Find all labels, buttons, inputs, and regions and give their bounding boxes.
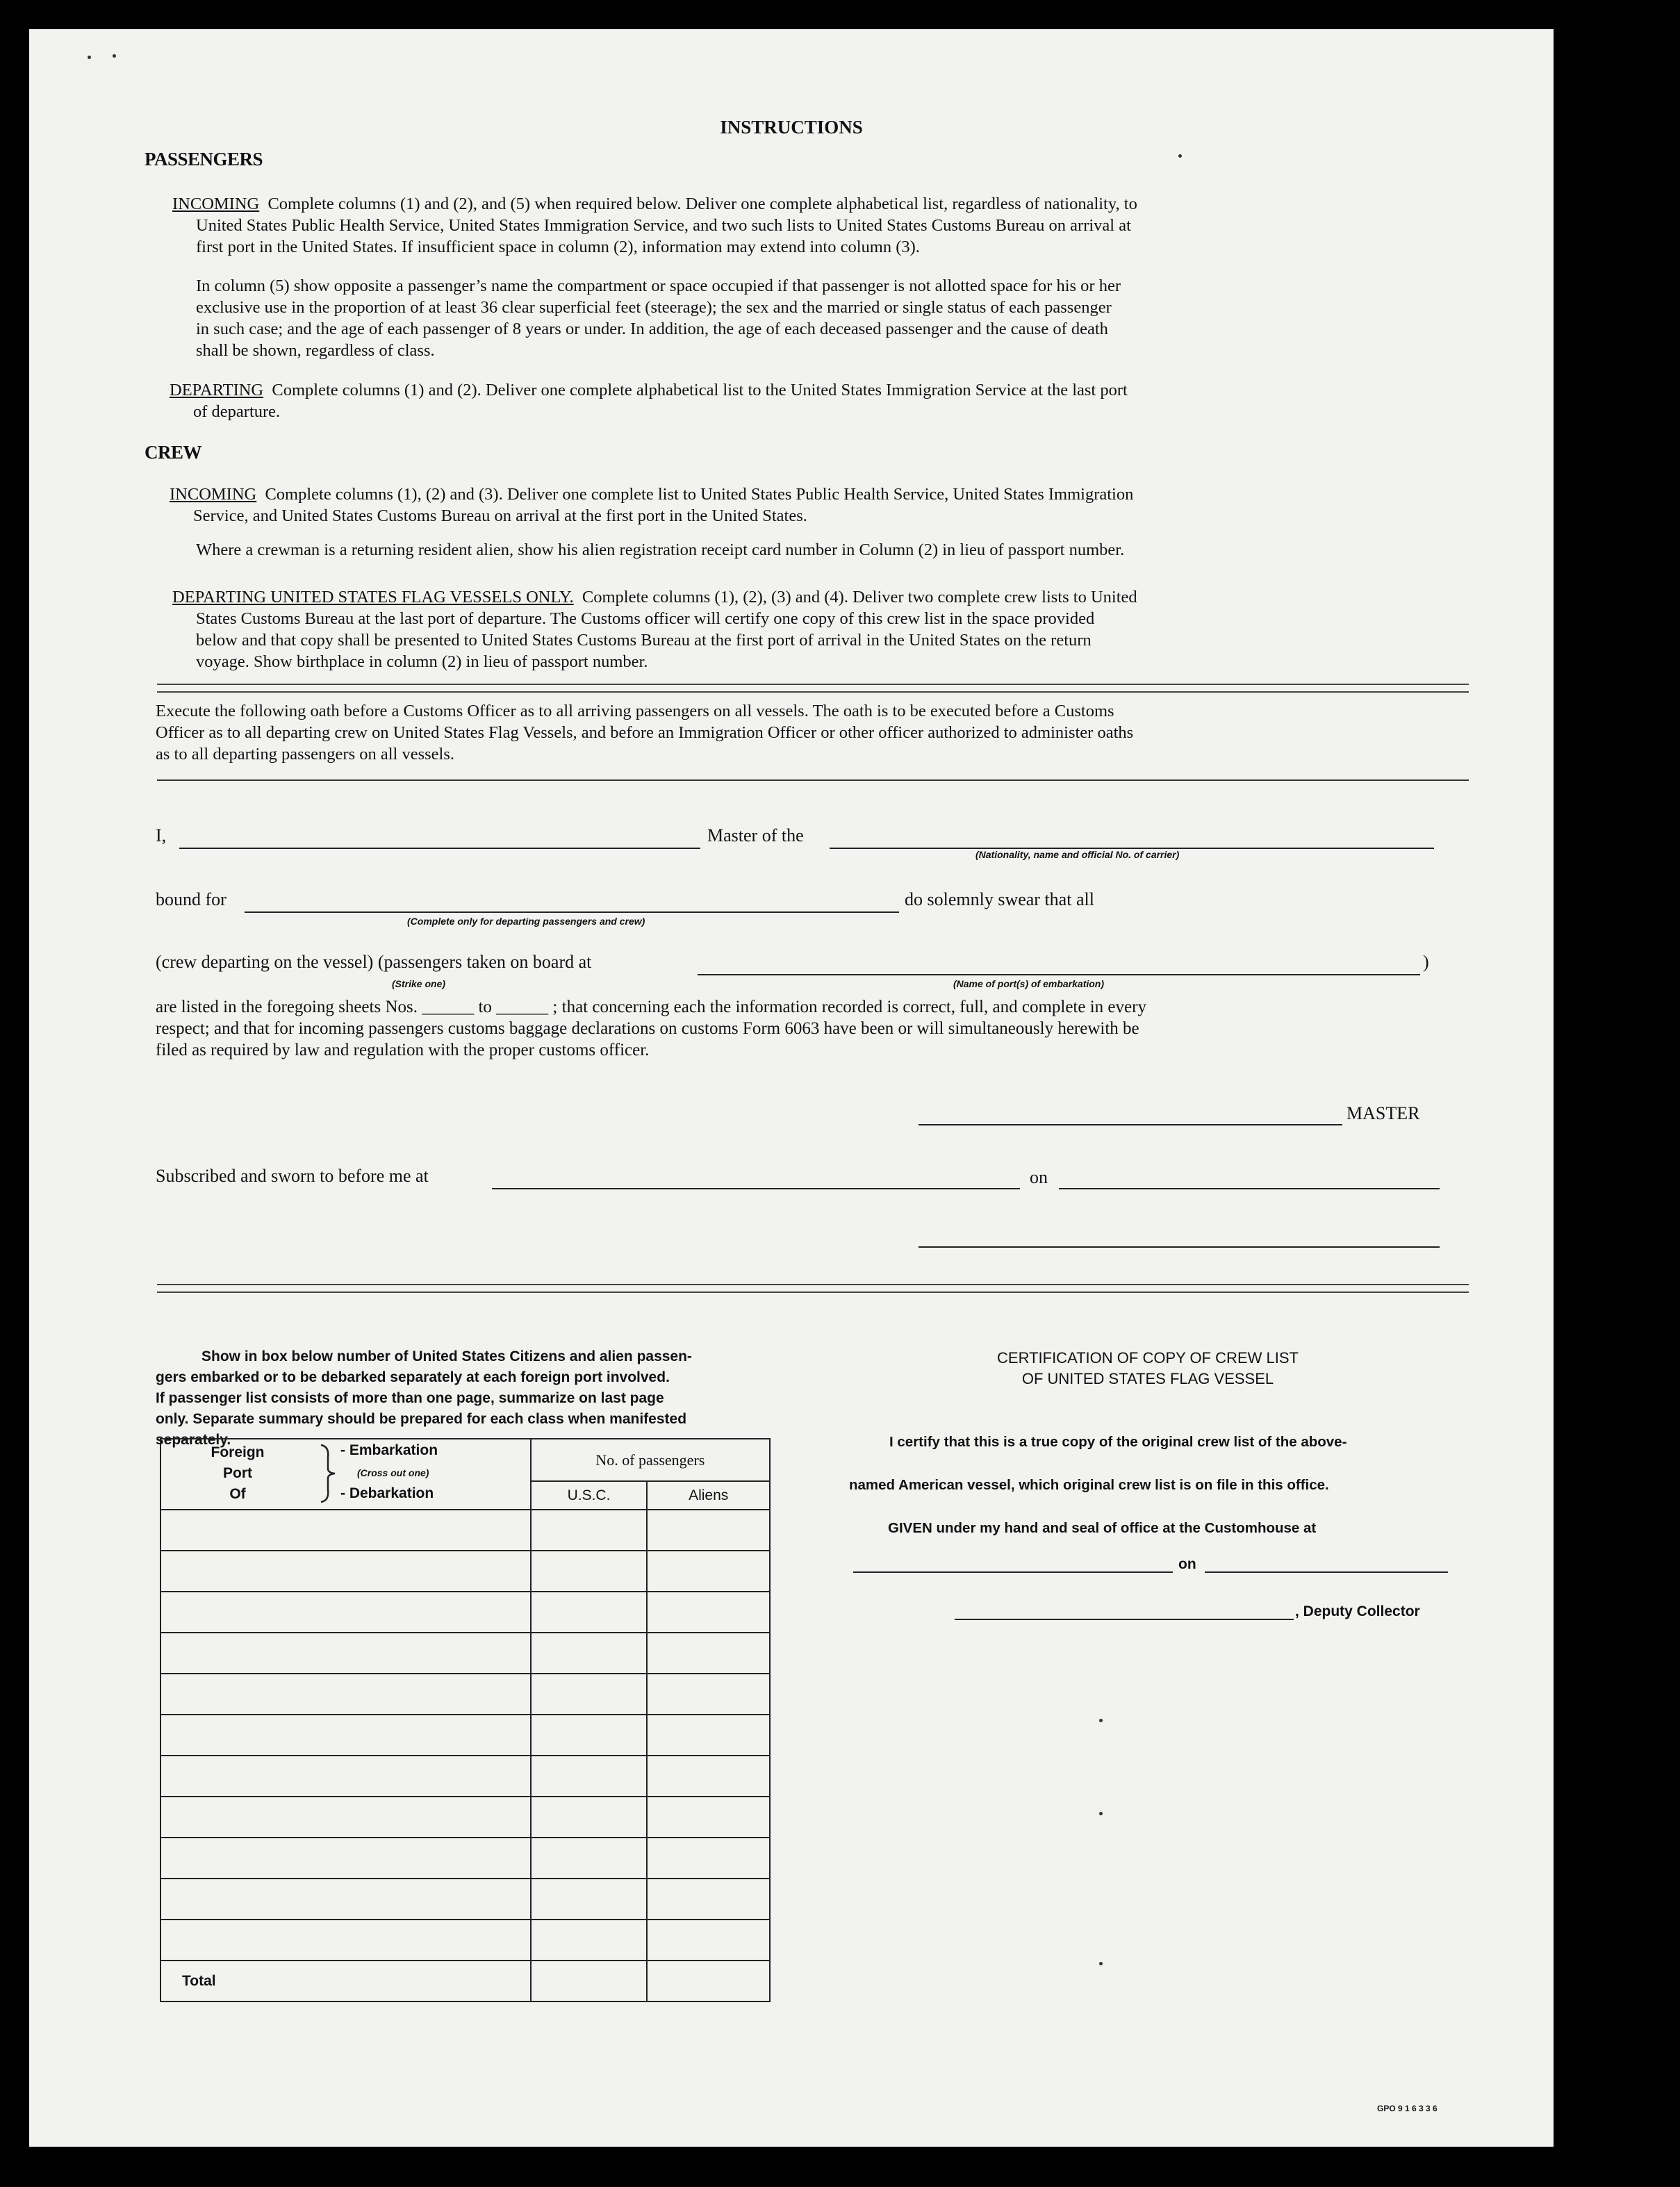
passengers-departing-line: Complete columns (1) and (2). Deliver one complete alphabetical list to the United States Immigration Service at the last port bbox=[272, 381, 1128, 399]
total-aliens-cell[interactable] bbox=[647, 1961, 770, 2002]
summary-row bbox=[160, 1551, 770, 1592]
bound-for-label: bound for bbox=[156, 889, 227, 909]
passengers-departing-label: DEPARTING bbox=[170, 381, 264, 399]
embarkation-port-field[interactable] bbox=[698, 974, 1420, 975]
brace-icon bbox=[318, 1444, 338, 1508]
certification-title-line: CERTIFICATION OF COPY OF CREW LIST bbox=[997, 1349, 1299, 1367]
passengers-departing-line: of departure. bbox=[193, 402, 281, 421]
certification-line-1: I certify that this is a true copy of the original crew list of the above- bbox=[889, 1434, 1347, 1450]
oath-instruction-line: Execute the following oath before a Customs Officer as to all arriving passengers on all vessels. The oath is to be executed before a Customs bbox=[156, 702, 1114, 720]
embarkation-label: - Embarkation bbox=[340, 1442, 438, 1458]
passengers-incoming-line: first port in the United States. If insufficient space in column (2), information may extend into column (3). bbox=[196, 238, 920, 256]
certification-date-field[interactable] bbox=[1205, 1571, 1448, 1573]
oath-instruction-line: Officer as to all departing crew on United States Flag Vessels, and before an Immigration Officer or other officer authorized to administer oaths bbox=[156, 723, 1134, 742]
summary-port-cell[interactable] bbox=[160, 1592, 531, 1633]
summary-usc-cell[interactable] bbox=[531, 1551, 648, 1592]
summary-aliens-cell[interactable] bbox=[647, 1920, 770, 1961]
sworn-date-field[interactable] bbox=[1059, 1188, 1440, 1189]
port-caption: (Name of port(s) of embarkation) bbox=[953, 978, 1105, 989]
summary-usc-cell[interactable] bbox=[531, 1920, 648, 1961]
summary-port-cell[interactable] bbox=[160, 1510, 531, 1551]
crew-incoming-line: Complete columns (1), (2) and (3). Deliver one complete list to United States Public Health Service, United States Immigration bbox=[265, 485, 1134, 504]
summary-row bbox=[160, 1592, 770, 1633]
summary-usc-cell[interactable] bbox=[531, 1674, 648, 1715]
master-label: MASTER bbox=[1347, 1103, 1420, 1123]
total-label: Total bbox=[160, 1961, 531, 2002]
total-usc-cell[interactable] bbox=[531, 1961, 648, 2002]
deputy-collector-label: , Deputy Collector bbox=[1295, 1603, 1420, 1619]
summary-usc-cell[interactable] bbox=[531, 1633, 648, 1674]
usc-header: U.S.C. bbox=[531, 1481, 648, 1510]
oath-instruction-line: as to all departing passengers on all vessels. bbox=[156, 745, 455, 764]
summary-aliens-cell[interactable] bbox=[647, 1715, 770, 1756]
no-passengers-header: No. of passengers bbox=[531, 1439, 770, 1481]
swear-label: do solemnly swear that all bbox=[905, 889, 1094, 909]
certification-title-line: OF UNITED STATES FLAG VESSEL bbox=[1021, 1370, 1274, 1387]
certification-line-2: named American vessel, which original crew list is on file in this office. bbox=[849, 1477, 1329, 1493]
summary-table-body bbox=[160, 1510, 770, 1961]
summary-note-line: If passenger list consists of more than one page, summarize on last page bbox=[156, 1390, 664, 1406]
master-name-field[interactable] bbox=[179, 848, 700, 849]
column5-line: shall be shown, regardless of class. bbox=[196, 341, 435, 360]
certification-title bbox=[877, 1348, 1419, 1389]
summary-row bbox=[160, 1674, 770, 1715]
summary-row bbox=[160, 1756, 770, 1797]
summary-note-line: Show in box below number of United States Citizens and alien passen- bbox=[201, 1348, 692, 1364]
oath-statement-line: respect; and that for incoming passengers customs baggage declarations on customs Form 6063 have been or will simultaneously herewith be bbox=[156, 1019, 1139, 1038]
summary-usc-cell[interactable] bbox=[531, 1510, 648, 1551]
passengers-incoming-line: Complete columns (1) and (2), and (5) when required below. Deliver one complete alphabetical list, regardless of nationality, to bbox=[267, 195, 1137, 213]
summary-aliens-cell[interactable] bbox=[647, 1756, 770, 1797]
summary-usc-cell[interactable] bbox=[531, 1838, 648, 1879]
summary-port-cell[interactable] bbox=[160, 1920, 531, 1961]
summary-row bbox=[160, 1633, 770, 1674]
scan-speck bbox=[1099, 1812, 1103, 1815]
oath-divider bbox=[157, 779, 1469, 781]
carrier-caption: (Nationality, name and official No. of carrier) bbox=[975, 849, 1180, 860]
customhouse-field[interactable] bbox=[853, 1571, 1173, 1573]
crew-passengers-label: (crew departing on the vessel) (passengers taken on board at bbox=[156, 952, 592, 972]
summary-usc-cell[interactable] bbox=[531, 1715, 648, 1756]
summary-aliens-cell[interactable] bbox=[647, 1879, 770, 1920]
column5-line: exclusive use in the proportion of at least 36 clear superficial feet (steerage); the sex and the married or single status of each passenger bbox=[196, 298, 1112, 317]
of-label: Of bbox=[229, 1486, 246, 1502]
crew-departing-label: DEPARTING UNITED STATES FLAG VESSELS ONLY. bbox=[172, 588, 574, 606]
scan-speck bbox=[113, 54, 116, 58]
master-of-the-label: Master of the bbox=[707, 825, 804, 845]
summary-row bbox=[160, 1838, 770, 1879]
crew-heading: CREW bbox=[145, 442, 202, 463]
oath-instructions bbox=[156, 700, 1490, 765]
crew-returning-note: Where a crewman is a returning resident alien, show his alien registration receipt card number in Column (2) in lieu of passport number. bbox=[196, 540, 1125, 559]
passengers-departing-section bbox=[170, 379, 1490, 422]
oath-statement bbox=[156, 996, 1490, 1061]
summary-aliens-cell[interactable] bbox=[647, 1838, 770, 1879]
summary-note bbox=[156, 1346, 795, 1451]
foreign-label: Foreign bbox=[211, 1444, 265, 1460]
scan-speck bbox=[1178, 154, 1182, 158]
section-divider bbox=[157, 684, 1469, 693]
strike-caption: (Strike one) bbox=[392, 978, 446, 989]
summary-port-cell[interactable] bbox=[160, 1674, 531, 1715]
summary-usc-cell[interactable] bbox=[531, 1592, 648, 1633]
summary-usc-cell[interactable] bbox=[531, 1756, 648, 1797]
crew-incoming-label: INCOMING bbox=[170, 485, 257, 504]
cross-out-caption: (Cross out one) bbox=[357, 1467, 429, 1478]
passengers-incoming-line: United States Public Health Service, United States Immigration Service, and two such lists to United States Customs Bureau on arrival at bbox=[196, 216, 1131, 235]
scan-speck bbox=[1099, 1719, 1103, 1722]
sworn-location-field[interactable] bbox=[492, 1188, 1020, 1189]
section-divider bbox=[157, 1284, 1469, 1293]
page-title: INSTRUCTIONS bbox=[720, 117, 863, 138]
scan-speck bbox=[88, 56, 91, 59]
crew-departing-section bbox=[172, 586, 1492, 672]
summary-port-cell[interactable] bbox=[160, 1797, 531, 1838]
oath-i-label: I, bbox=[156, 825, 167, 845]
summary-port-cell[interactable] bbox=[160, 1715, 531, 1756]
port-label: Port bbox=[223, 1465, 252, 1481]
crew-incoming-line: Service, and United States Customs Bureau on arrival at the first port in the United States. bbox=[193, 506, 807, 525]
summary-aliens-cell[interactable] bbox=[647, 1551, 770, 1592]
deputy-collector-signature-field[interactable] bbox=[955, 1619, 1294, 1620]
summary-row bbox=[160, 1879, 770, 1920]
crew-departing-line: Complete columns (1), (2), (3) and (4). Deliver two complete crew lists to United bbox=[582, 588, 1137, 606]
crew-departing-line: voyage. Show birthplace in column (2) in lieu of passport number. bbox=[196, 652, 648, 671]
column5-line: In column (5) show opposite a passenger’s name the compartment or space occupied if that passenger is not allotted space for his or her bbox=[196, 277, 1121, 295]
passenger-summary-table bbox=[160, 1438, 771, 2002]
summary-aliens-cell[interactable] bbox=[647, 1510, 770, 1551]
summary-usc-cell[interactable] bbox=[531, 1797, 648, 1838]
summary-port-cell[interactable] bbox=[160, 1756, 531, 1797]
summary-row bbox=[160, 1715, 770, 1756]
summary-port-cell[interactable] bbox=[160, 1838, 531, 1879]
debarkation-label: - Debarkation bbox=[340, 1485, 434, 1501]
summary-row bbox=[160, 1510, 770, 1551]
summary-note-line: only. Separate summary should be prepared for each class when manifested bbox=[156, 1411, 687, 1427]
aliens-header: Aliens bbox=[647, 1481, 770, 1510]
summary-aliens-cell[interactable] bbox=[647, 1674, 770, 1715]
summary-row bbox=[160, 1797, 770, 1838]
summary-aliens-cell[interactable] bbox=[647, 1797, 770, 1838]
bound-caption: (Complete only for departing passengers and crew) bbox=[407, 916, 645, 927]
crew-departing-line: States Customs Bureau at the last port of departure. The Customs officer will certify one copy of this crew list in the space provided bbox=[196, 609, 1095, 628]
summary-port-cell[interactable] bbox=[160, 1551, 531, 1592]
summary-aliens-cell[interactable] bbox=[647, 1633, 770, 1674]
gpo-footer: GPO 9 1 6 3 3 6 bbox=[1377, 2104, 1438, 2113]
summary-port-cell[interactable] bbox=[160, 1633, 531, 1674]
crew-departing-line: below and that copy shall be presented to United States Customs Bureau at the first port of arrival in the United States on the return bbox=[196, 631, 1092, 650]
certification-line-3: GIVEN under my hand and seal of office at the Customhouse at bbox=[888, 1520, 1317, 1536]
passengers-incoming-section bbox=[172, 193, 1492, 258]
foreign-port-header bbox=[160, 1439, 531, 1510]
oath-statement-line: filed as required by law and regulation with the proper customs officer. bbox=[156, 1041, 650, 1059]
crew-incoming-section bbox=[170, 484, 1490, 527]
summary-usc-cell[interactable] bbox=[531, 1879, 648, 1920]
officer-signature-field[interactable] bbox=[919, 1246, 1440, 1248]
column5-line: in such case; and the age of each passenger of 8 years or under. In addition, the age of each deceased passenger and the cause of death bbox=[196, 320, 1108, 338]
summary-note-line: separately. bbox=[156, 1432, 231, 1448]
bound-for-field[interactable] bbox=[245, 911, 899, 913]
subscribed-label: Subscribed and sworn to before me at bbox=[156, 1166, 429, 1186]
form-page bbox=[29, 29, 1554, 2147]
scan-speck bbox=[1099, 1962, 1103, 1965]
passengers-incoming-label: INCOMING bbox=[172, 195, 260, 213]
summary-note-line: gers embarked or to be debarked separately at each foreign port involved. bbox=[156, 1369, 670, 1385]
close-paren: ) bbox=[1423, 952, 1429, 972]
sworn-on-label: on bbox=[1030, 1167, 1048, 1187]
column5-section bbox=[196, 275, 1495, 361]
passengers-heading: PASSENGERS bbox=[145, 149, 263, 170]
summary-aliens-cell[interactable] bbox=[647, 1592, 770, 1633]
summary-port-cell[interactable] bbox=[160, 1879, 531, 1920]
summary-row bbox=[160, 1920, 770, 1961]
master-signature-field[interactable] bbox=[919, 1124, 1342, 1125]
certification-on-label: on bbox=[1178, 1556, 1196, 1572]
oath-statement-line: are listed in the foregoing sheets Nos. ______ to ______ ; that concerning each the information recorded is correct, full, and complete in every bbox=[156, 998, 1146, 1016]
